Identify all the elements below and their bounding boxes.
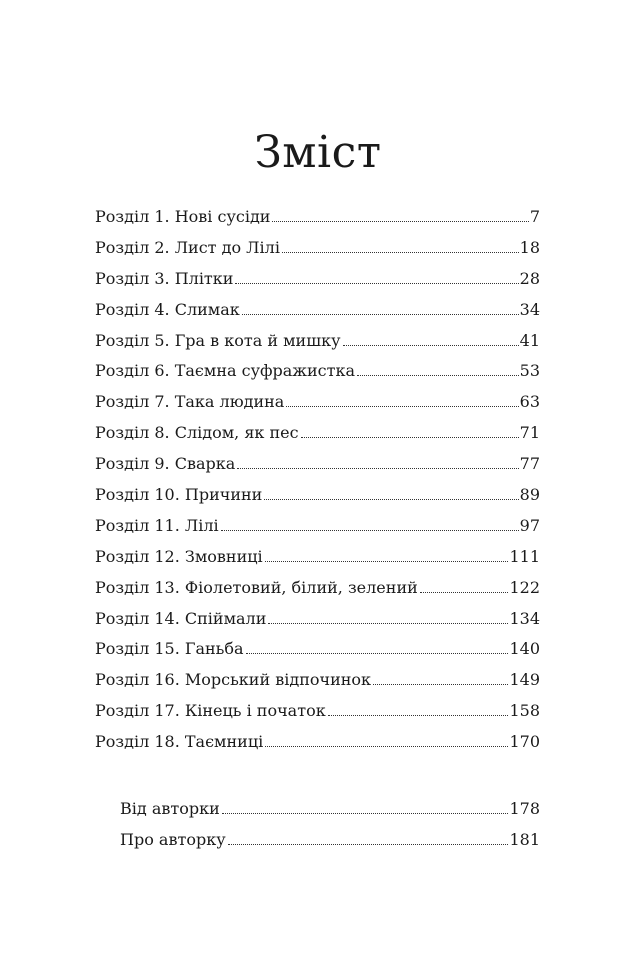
toc-entry-page: 122 (509, 577, 540, 597)
toc-entry (95, 665, 540, 696)
toc-entry-label: Розділ 7. Така людина (95, 392, 285, 412)
toc-entry (95, 480, 540, 511)
toc-entry-label: Розділ 4. Слимак (95, 299, 240, 319)
toc-entry-label: Розділ 11. Лілі (95, 515, 219, 535)
toc-entry (95, 326, 540, 357)
toc-entry-page: 63 (519, 392, 540, 412)
dot-leader (373, 684, 508, 685)
toc-entry-page: 77 (519, 454, 540, 474)
dot-leader (221, 530, 519, 531)
dot-leader (286, 406, 518, 407)
dot-leader (301, 437, 519, 438)
toc-entry-label: Розділ 1. Нові сусіди (95, 207, 271, 226)
toc-entry (95, 573, 540, 604)
appendix-entry (120, 794, 540, 825)
dot-leader (343, 345, 519, 346)
toc-entry (95, 542, 540, 573)
toc-entry-label: Розділ 8. Слідом, як пес (95, 423, 299, 443)
table-of-contents (95, 202, 540, 758)
appendix-entry-label: Про авторку (120, 829, 226, 849)
toc-entry-page: 71 (519, 423, 540, 443)
dot-leader (246, 653, 509, 654)
toc-entry-page: 28 (519, 268, 540, 288)
dot-leader (235, 283, 518, 284)
toc-entry-page: 149 (509, 670, 540, 690)
toc-entry (95, 727, 540, 758)
dot-leader (268, 623, 508, 624)
toc-entry-label: Розділ 15. Ганьба (95, 639, 244, 659)
toc-entry-page: 134 (509, 608, 540, 628)
toc-entry-label: Розділ 9. Сварка (95, 454, 236, 474)
toc-entry-label: Розділ 5. Гра в кота й мишку (95, 330, 341, 350)
appendix-entry-label: Від авторки (120, 799, 220, 818)
page-title: Зміст (254, 127, 382, 179)
toc-entry-page: 53 (519, 361, 540, 381)
toc-entry-page: 97 (519, 515, 540, 535)
toc-entry-label: Розділ 3. Плітки (95, 268, 234, 288)
appendix-entry (120, 825, 540, 856)
toc-entry (95, 264, 540, 295)
dot-leader (222, 813, 509, 814)
toc-entry (95, 604, 540, 635)
appendix-entry-page: 181 (509, 829, 540, 849)
toc-entry (95, 202, 540, 233)
toc-entry (95, 634, 540, 665)
toc-entry-page: 158 (509, 701, 540, 721)
toc-entry-label: Розділ 18. Таємниці (95, 732, 264, 752)
dot-leader (420, 592, 509, 593)
dot-leader (282, 252, 519, 253)
toc-entry-label: Розділ 17. Кінець і початок (95, 701, 326, 721)
toc-entry (95, 696, 540, 727)
toc-entry-label: Розділ 14. Спіймали (95, 608, 267, 628)
dot-leader (237, 468, 518, 469)
toc-entry-label: Розділ 12. Змовниці (95, 546, 263, 566)
dot-leader (272, 221, 528, 222)
toc-entry-page: 170 (509, 732, 540, 752)
toc-entry-page: 34 (519, 299, 540, 319)
appendix-list (120, 794, 540, 856)
toc-entry-page: 111 (509, 546, 540, 566)
toc-entry-label: Розділ 6. Таємна суфражистка (95, 361, 356, 381)
toc-entry (95, 387, 540, 418)
toc-entry-page: 41 (519, 330, 540, 350)
toc-entry-page: 18 (519, 237, 540, 257)
dot-leader (357, 375, 519, 376)
dot-leader (242, 314, 519, 315)
toc-entry (95, 511, 540, 542)
toc-entry (95, 295, 540, 326)
appendix-entry-page: 178 (509, 799, 540, 818)
toc-entry-label: Розділ 16. Морський відпочинок (95, 670, 372, 690)
toc-entry-label: Розділ 2. Лист до Лілі (95, 237, 280, 257)
dot-leader (264, 499, 518, 500)
toc-entry (95, 233, 540, 264)
toc-entry (95, 356, 540, 387)
toc-entry (95, 418, 540, 449)
toc-entry-page: 7 (529, 207, 540, 226)
dot-leader (265, 561, 509, 562)
toc-entry (95, 449, 540, 480)
toc-entry-label: Розділ 13. Фіолетовий, білий, зелений (95, 577, 418, 597)
toc-entry-page: 140 (509, 639, 540, 659)
toc-entry-label: Розділ 10. Причини (95, 485, 263, 505)
dot-leader (328, 715, 509, 716)
toc-entry-page: 89 (519, 485, 540, 505)
dot-leader (228, 844, 509, 845)
dot-leader (265, 746, 508, 747)
